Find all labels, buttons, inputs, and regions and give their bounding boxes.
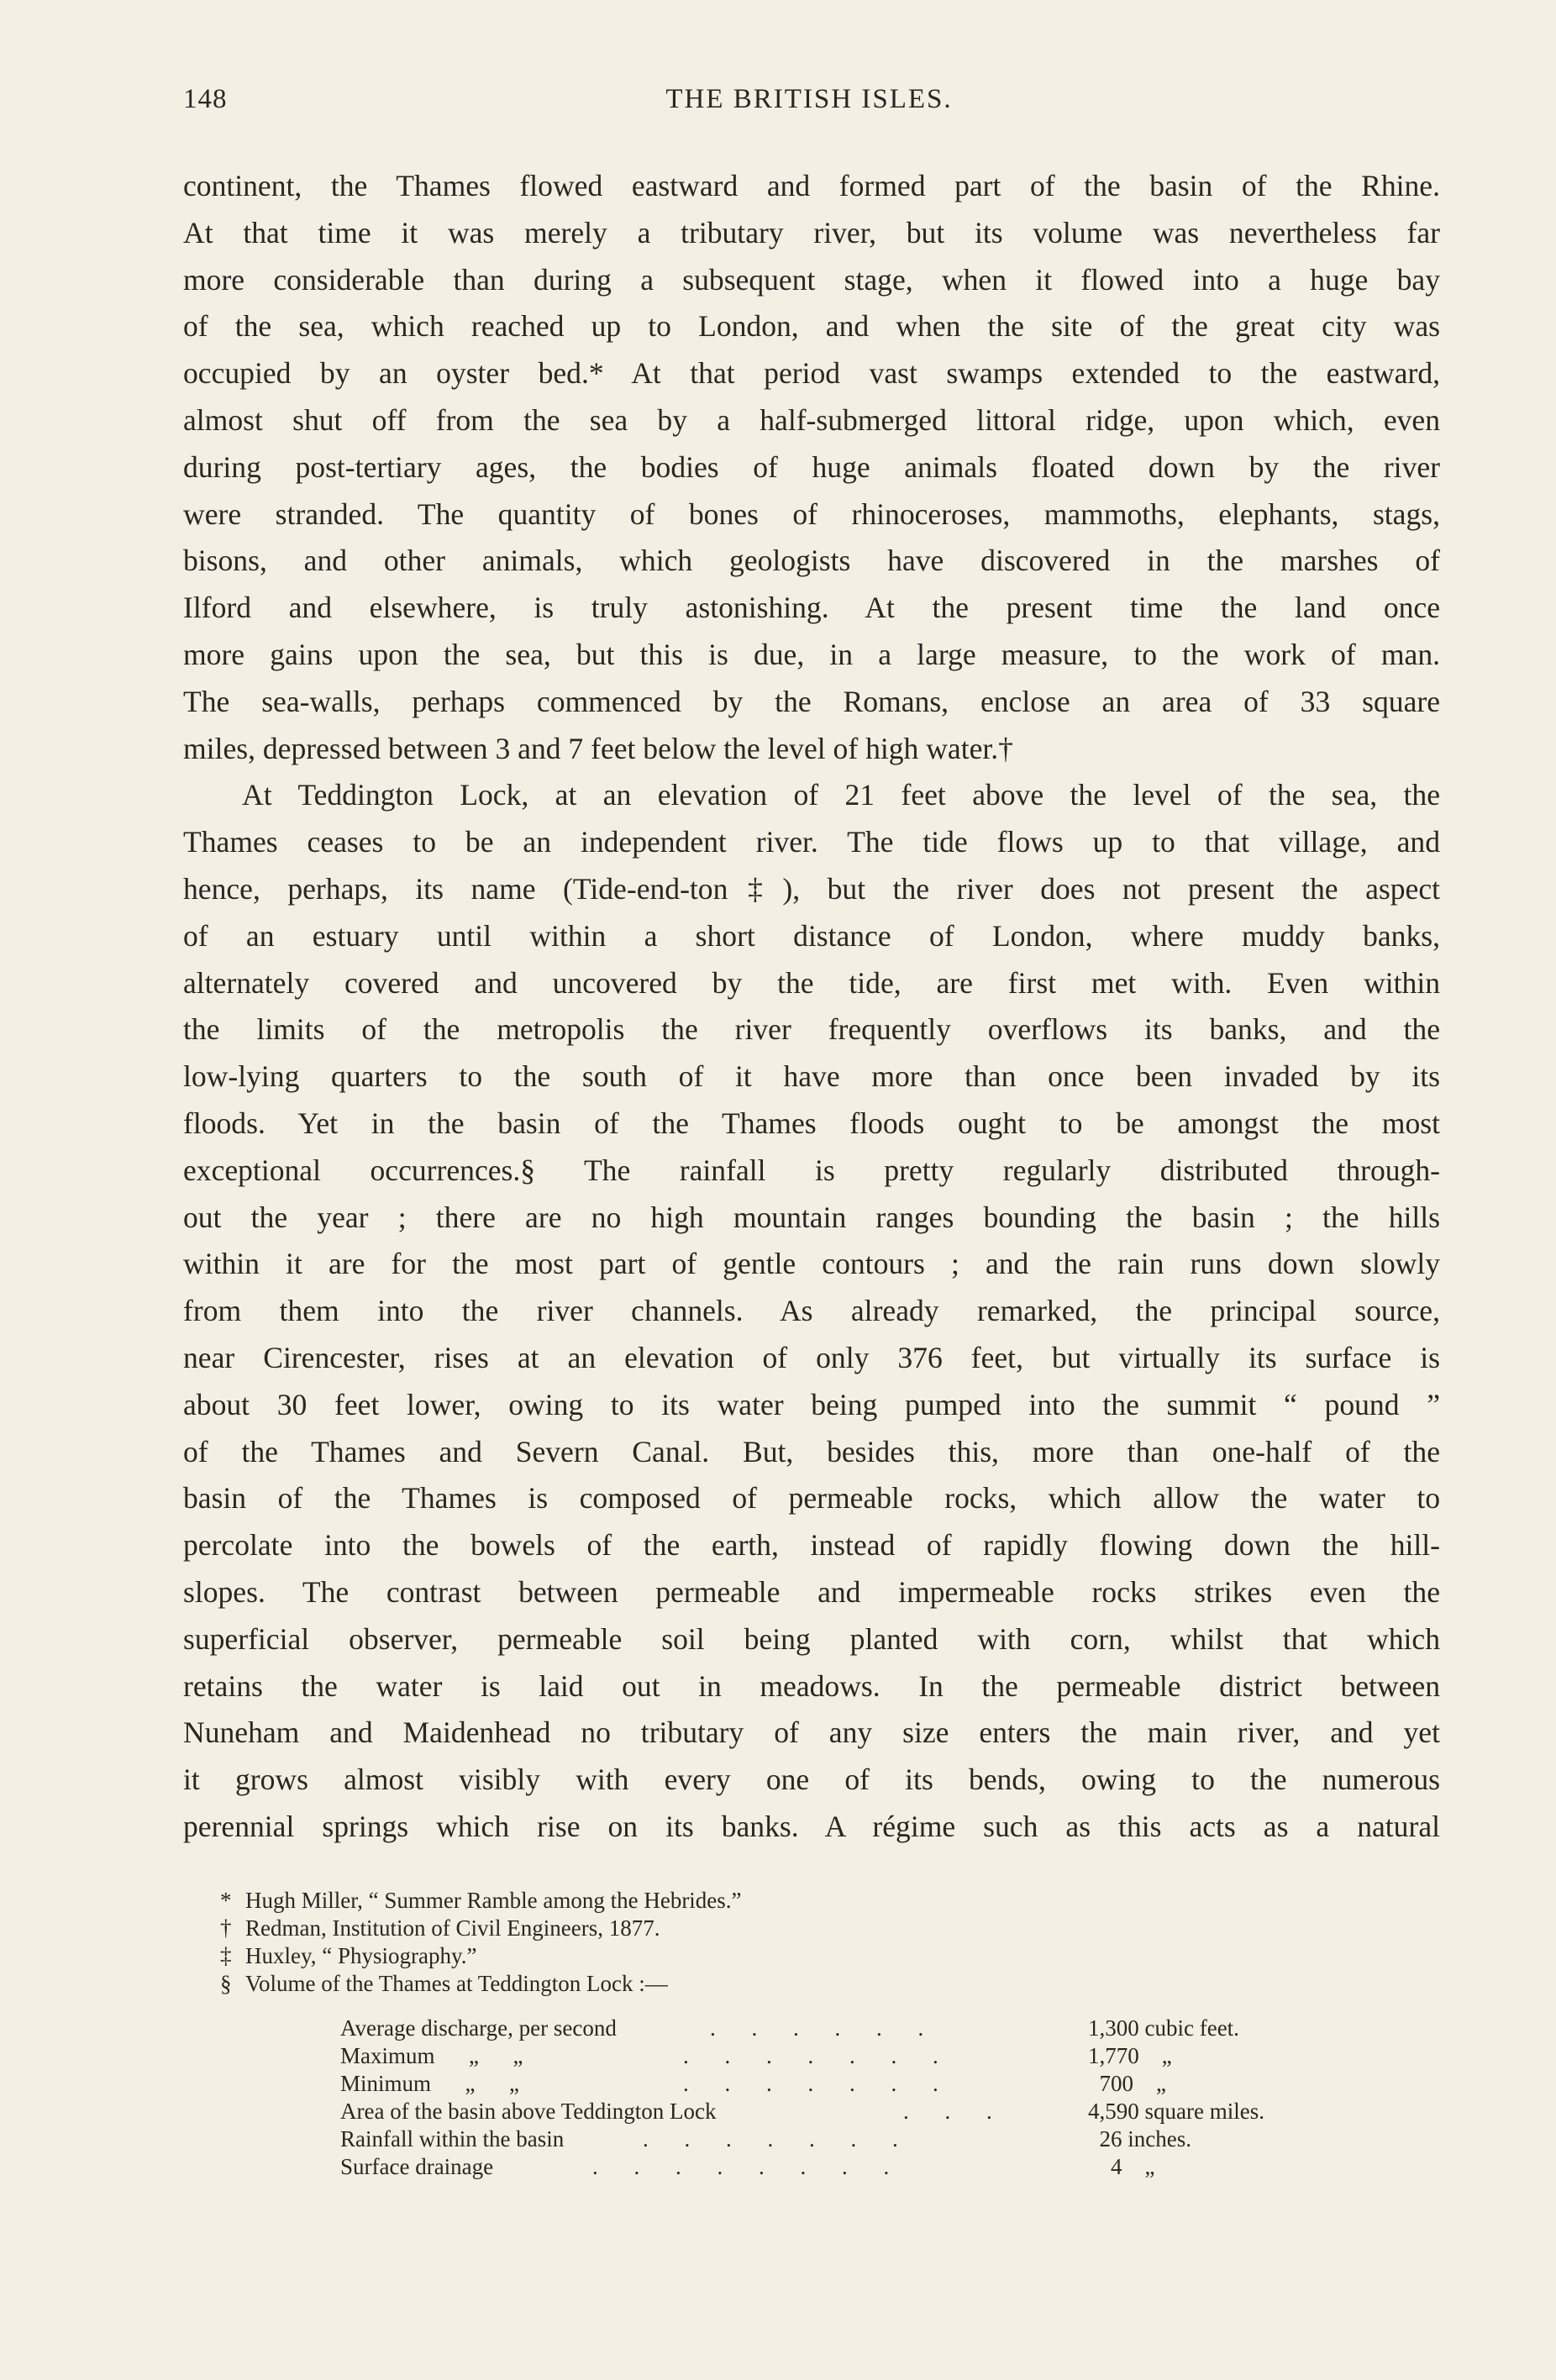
text-line: basin of the Thames is composed of permeable rocks, which allow the water to [183, 1481, 1440, 1516]
text-line: more gains upon the sea, but this is due, in a large measure, to the work of man. [183, 637, 1440, 671]
row-label: Area of the basin above Teddington Lock [340, 2099, 717, 2124]
text-line: Thames ceases to be an independent river. The tide flows up to that village, and [183, 825, 1440, 859]
text-line: almost shut off from the sea by a half-submerged littoral ridge, upon which, even [183, 402, 1440, 437]
paragraph-1 [183, 163, 1440, 772]
row-label: Average discharge, per second [340, 2015, 617, 2041]
footnote-mark: * [220, 1888, 232, 1913]
text-line: low-lying quarters to the south of it have more than once been invaded by its [183, 1059, 1440, 1094]
text-line: were stranded. The quantity of bones of rhinoceroses, mammoths, elephants, stags, [183, 496, 1440, 531]
text-line: during post-tertiary ages, the bodies of huge animals floated down by the river [183, 449, 1440, 484]
table-row [340, 2070, 1332, 2098]
row-label: Maximum „ „ [340, 2043, 523, 2068]
page-header [183, 84, 1435, 134]
text-line: of the sea, which reached up to London, and when the site of the great city was [183, 309, 1440, 344]
row-value: 26 inches. [1088, 2126, 1191, 2151]
text-line: within it are for the most part of gentle contours ; and the rain runs down slowly [183, 1247, 1440, 1281]
page-number: 148 [183, 84, 228, 114]
text-line: from them into the river channels. As already remarked, the principal source, [183, 1294, 1440, 1328]
text-line: exceptional occurrences.§ The rainfall is pretty regularly distributed through- [183, 1153, 1440, 1187]
footnote-mark: † [220, 1915, 232, 1941]
row-value: 700 „ [1088, 2071, 1166, 2096]
running-title: THE BRITISH ISLES. [665, 84, 953, 114]
text-line: near Cirencester, rises at an elevation of only 376 feet, but virtually its surface is [183, 1340, 1440, 1374]
footnotes [220, 1887, 1396, 1998]
row-value: 4,590 square miles. [1088, 2099, 1264, 2124]
leader-dots: . . . . . . . . [592, 2154, 905, 2179]
footnote-mark: ‡ [220, 1943, 232, 1968]
row-value: 1,770 „ [1088, 2043, 1172, 2068]
leader-dots: . . . . . . [710, 2015, 939, 2041]
row-label: Minimum „ „ [340, 2071, 519, 2096]
text-line: of an estuary until within a short distance of London, where muddy banks, [183, 918, 1440, 953]
text-line: bisons, and other animals, which geologists have discovered in the marshes of [183, 544, 1440, 578]
footnote [220, 1970, 1396, 1998]
text-line: superficial observer, permeable soil being planted with corn, whilst that which [183, 1621, 1440, 1656]
text-line: floods. Yet in the basin of the Thames floods ought to be amongst the most [183, 1106, 1440, 1140]
table-row [340, 2098, 1332, 2125]
text-line: percolate into the bowels of the earth, instead of rapidly flowing down the hill- [183, 1528, 1440, 1563]
table-row [340, 2125, 1332, 2153]
row-label: Surface drainage [340, 2154, 494, 2179]
text-line: the limits of the metropolis the river frequently overflows its banks, and the [183, 1012, 1440, 1047]
text-line: At that time it was merely a tributary river, but its volume was nevertheless far [183, 215, 1440, 250]
paragraph-2 [183, 772, 1440, 1850]
text-line: alternately covered and uncovered by the tide, are first met with. Even within [183, 965, 1440, 1000]
text-line: continent, the Thames flowed eastward and formed part of the basin of the Rhine. [183, 169, 1440, 202]
table-row [340, 2042, 1332, 2070]
footnote [220, 1887, 1396, 1915]
row-value: 4 „ [1088, 2154, 1155, 2179]
footnote [220, 1915, 1396, 1942]
text-line: occupied by an oyster bed.* At that period vast swamps extended to the eastward, [183, 356, 1440, 391]
footnote-text: Hugh Miller, “ Summer Ramble among the Hebrides.” [245, 1888, 742, 1913]
footnote [220, 1942, 1396, 1970]
footnote-mark: § [220, 1971, 232, 1996]
text-line: miles, depressed between 3 and 7 feet below the level of high water.† [183, 731, 1013, 765]
row-label: Rainfall within the basin [340, 2126, 565, 2151]
text-line: At Teddington Lock, at an elevation of 21 feet above the level of the sea, the [242, 778, 1440, 812]
text-line: of the Thames and Severn Canal. But, besides this, more than one-half of the [183, 1434, 1440, 1468]
body-text [183, 163, 1440, 1851]
footnote-text: Redman, Institution of Civil Engineers, 1877. [245, 1915, 660, 1941]
text-line: retains the water is laid out in meadows. In the permeable district between [183, 1668, 1440, 1703]
leader-dots: . . . [903, 2099, 1007, 2124]
text-line: slopes. The contrast between permeable and impermeable rocks strikes even the [183, 1574, 1440, 1609]
text-line: it grows almost visibly with every one of its bends, owing to the numerous [183, 1763, 1440, 1797]
table-row [340, 2153, 1332, 2181]
leader-dots: . . . . . . . [643, 2126, 913, 2151]
row-value: 1,300 cubic feet. [1088, 2015, 1239, 2041]
text-line: Nuneham and Maidenhead no tributary of any size enters the main river, and yet [183, 1715, 1440, 1750]
text-line: hence, perhaps, its name (Tide-end-ton‡), but the river does not present the aspect [183, 871, 1440, 906]
footnote-text: Volume of the Thames at Teddington Lock :— [245, 1971, 668, 1996]
leader-dots: . . . . . . . [683, 2043, 954, 2068]
leader-dots: . . . . . . . [683, 2071, 954, 2096]
footnote-text: Huxley, “ Physiography.” [245, 1943, 477, 1968]
text-line: The sea-walls, perhaps commenced by the Romans, enclose an area of 33 square [183, 684, 1440, 718]
text-line: more considerable than during a subsequent stage, when it flowed into a huge bay [183, 262, 1440, 297]
text-line: perennial springs which rise on its banks. A régime such as this acts as a natural [183, 1809, 1440, 1843]
text-line: out the year ; there are no high mountain ranges bounding the basin ; the hills [183, 1200, 1440, 1234]
text-line: about 30 feet lower, owing to its water being pumped into the summit “ pound ” [183, 1387, 1440, 1421]
footnote-table [340, 2015, 1332, 2181]
text-line: Ilford and elsewhere, is truly astonishing. At the present time the land once [183, 591, 1440, 625]
table-row [340, 2015, 1332, 2042]
